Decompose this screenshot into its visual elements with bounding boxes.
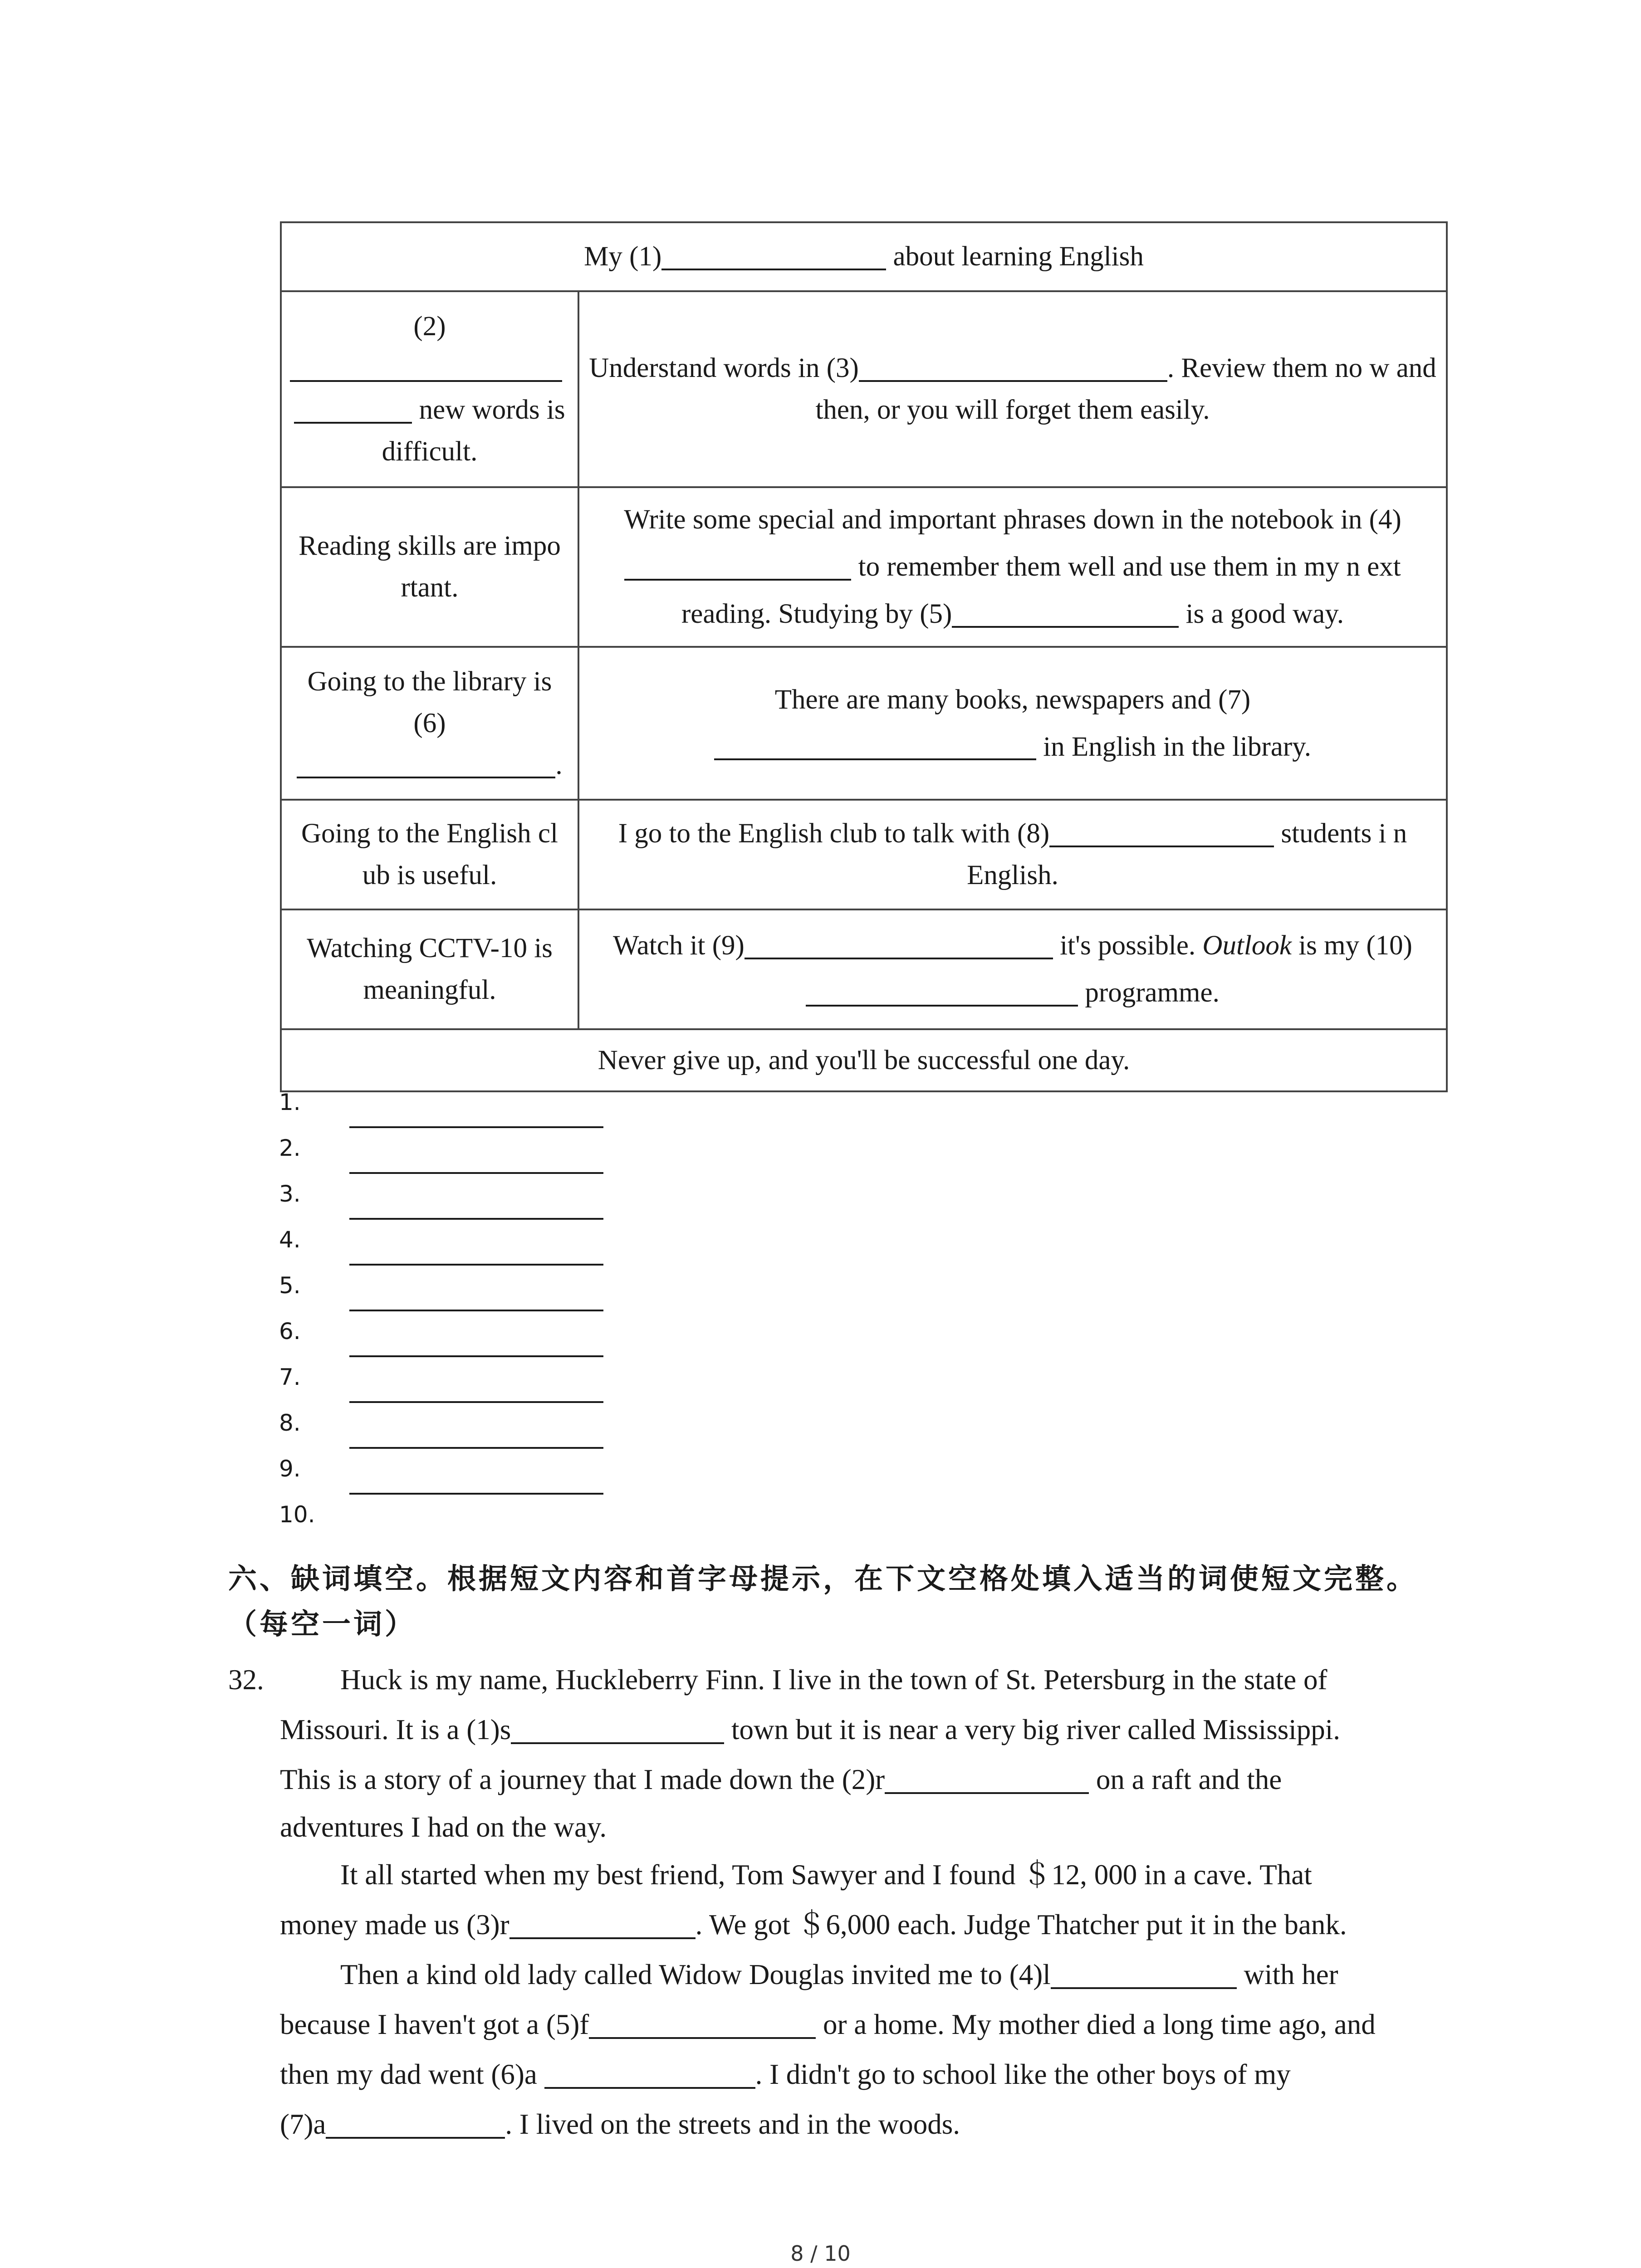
question-number: 32. — [228, 1664, 264, 1696]
table-row — [281, 909, 1447, 1029]
passage-text: money made us (3)r — [280, 1909, 509, 1941]
passage-text: because I haven't got a (5)f — [280, 2009, 589, 2040]
row-4-left-a: Going to the library is (6) — [307, 666, 552, 738]
list-item — [279, 1409, 823, 1455]
row-6-right — [578, 909, 1447, 1029]
passage-line — [280, 2056, 1291, 2092]
table-row — [281, 291, 1447, 487]
row-2-left-b: new words is difficult. — [382, 395, 565, 467]
answer-number: 10. — [279, 1501, 315, 1528]
list-item — [279, 1272, 823, 1318]
blank-6[interactable] — [297, 749, 555, 778]
passage-line: adventures I had on the way. — [280, 1811, 607, 1843]
answer-number: 6. — [279, 1318, 301, 1344]
blank-9[interactable] — [745, 930, 1053, 959]
row-6-right-d: programme. — [1078, 978, 1220, 1008]
blank-p1[interactable] — [511, 1714, 724, 1744]
passage-text: on a raft and the — [1089, 1764, 1282, 1795]
row-6-left: Watching CCTV-10 is meaningful. — [281, 909, 578, 1029]
row-4-right — [578, 647, 1447, 800]
passage-line: Huck is my name, Huckleberry Finn. I live in the town of St. Petersburg in the state of — [340, 1664, 1327, 1696]
table-row — [281, 487, 1447, 647]
list-item — [279, 1318, 823, 1364]
passage-text: Then a kind old lady called Widow Douglas invited me to (4)l — [340, 1959, 1051, 1990]
blank-7[interactable] — [714, 731, 1036, 760]
passage-line — [280, 2006, 1376, 2043]
passage-line — [280, 1906, 1347, 1943]
row-3-right-b: to remember them well and use them in my n ext reading. Studying by (5) — [681, 552, 1401, 629]
table-title-cell — [281, 222, 1447, 291]
answer-line[interactable] — [349, 1493, 603, 1495]
passage-text: . I lived on the streets and in the woods. — [505, 2108, 960, 2140]
list-item — [279, 1089, 823, 1134]
list-item — [279, 1180, 823, 1226]
blank-p6[interactable] — [544, 2058, 755, 2089]
passage-line — [340, 1956, 1338, 1993]
answer-line[interactable] — [349, 1447, 603, 1449]
row-5-right-a: I go to the English club to talk with (8) — [618, 818, 1050, 849]
answer-number: 2. — [279, 1135, 301, 1161]
page-number: 8 / 10 — [790, 2241, 851, 2266]
row-4-right-a: There are many books, newspapers and (7) — [774, 684, 1251, 715]
blank-p3[interactable] — [509, 1909, 696, 1939]
answer-number: 4. — [279, 1227, 301, 1253]
table-row — [281, 800, 1447, 909]
answer-number: 8. — [279, 1410, 301, 1436]
answer-line[interactable] — [349, 1264, 603, 1266]
row-5-left: Going to the English cl ub is useful. — [281, 800, 578, 909]
list-item — [279, 1134, 823, 1180]
row-2-right-b: . Review them no w and then, or you will forget them easily. — [815, 353, 1436, 425]
answer-number: 3. — [279, 1181, 301, 1207]
blank-3[interactable] — [859, 352, 1167, 382]
row-3-left: Reading skills are impo rtant. — [281, 487, 578, 647]
table-footer-row — [281, 1029, 1447, 1091]
row-6-right-italic: Outlook — [1202, 930, 1292, 961]
blank-2[interactable] — [290, 352, 562, 382]
list-item — [279, 1364, 823, 1409]
row-6-right-c: is my (10) — [1291, 930, 1412, 961]
passage-text: or a home. My mother died a long time ago, and — [816, 2009, 1376, 2040]
passage-line — [280, 2106, 960, 2142]
blank-1[interactable] — [661, 241, 886, 270]
answer-line[interactable] — [349, 1126, 603, 1128]
row-5-right-b: students i n English. — [967, 818, 1407, 890]
answer-number: 9. — [279, 1456, 301, 1482]
passage-text: then my dad went (6)a — [280, 2058, 544, 2090]
blank-5[interactable] — [952, 598, 1179, 628]
table-footer-cell: Never give up, and you'll be successful one day. — [281, 1029, 1447, 1091]
answer-number: 1. — [279, 1089, 301, 1115]
row-3-right — [578, 487, 1447, 647]
answer-number: 7. — [279, 1364, 301, 1390]
passage-text: . I didn't go to school like the other boys of my — [755, 2058, 1291, 2090]
row-3-right-c: is a good way. — [1179, 599, 1344, 629]
blank-p4[interactable] — [1051, 1959, 1237, 1989]
answer-line[interactable] — [349, 1172, 603, 1174]
row-2-left-a: (2) — [413, 311, 446, 342]
list-item — [279, 1455, 823, 1501]
row-3-right-a: Write some special and important phrases down in the notebook in (4) — [624, 504, 1401, 535]
row-2-right — [578, 291, 1447, 487]
row-4-left-b: . — [555, 749, 563, 780]
passage-text: town but it is near a very big river called Mississippi. — [724, 1714, 1340, 1745]
passage-text: with her — [1236, 1959, 1338, 1990]
row-4-left — [281, 647, 578, 800]
answer-line[interactable] — [349, 1218, 603, 1220]
table-title-before: My (1) — [584, 241, 662, 272]
row-5-right — [578, 800, 1447, 909]
passage-text: Missouri. It is a (1)s — [280, 1714, 511, 1745]
blank-4[interactable] — [624, 551, 851, 581]
blank-p2[interactable] — [885, 1764, 1089, 1794]
table-title-after: about learning English — [886, 241, 1144, 272]
row-2-left — [281, 291, 578, 487]
row-6-right-b: it's possible. — [1053, 930, 1203, 961]
passage-text: (7)a — [280, 2108, 326, 2140]
blank-p7[interactable] — [326, 2108, 505, 2139]
row-4-right-b: in English in the library. — [1036, 731, 1311, 762]
list-item — [279, 1501, 823, 1547]
table-title-row — [281, 222, 1447, 291]
passage-text: This is a story of a journey that I made down the (2)r — [280, 1764, 885, 1795]
worksheet-table — [280, 221, 1448, 1092]
blank-8[interactable] — [1049, 818, 1274, 847]
passage-line — [280, 1761, 1282, 1798]
answer-line[interactable] — [349, 1355, 603, 1357]
answer-number: 5. — [279, 1272, 301, 1299]
passage-line: It all started when my best friend, Tom Sawyer and I found ＄12, 000 in a cave. That — [340, 1859, 1312, 1891]
blank-2-cont[interactable] — [294, 394, 412, 424]
blank-p5[interactable] — [589, 2009, 816, 2039]
passage-line — [280, 1711, 1340, 1748]
answer-list — [279, 1089, 823, 1547]
passage-text: . We got ＄6,000 each. Judge Thatcher put it in the bank. — [695, 1909, 1347, 1941]
blank-10[interactable] — [806, 977, 1078, 1007]
list-item — [279, 1226, 823, 1272]
row-2-right-a: Understand words in (3) — [589, 353, 859, 383]
answer-line[interactable] — [349, 1310, 603, 1311]
section-heading: 六、缺词填空。根据短文内容和首字母提示，在下文空格处填入适当的词使短文完整。（每空一词） — [228, 1562, 1418, 1641]
answer-line[interactable] — [349, 1401, 603, 1403]
table-row — [281, 647, 1447, 800]
row-6-right-a: Watch it (9) — [613, 930, 745, 961]
